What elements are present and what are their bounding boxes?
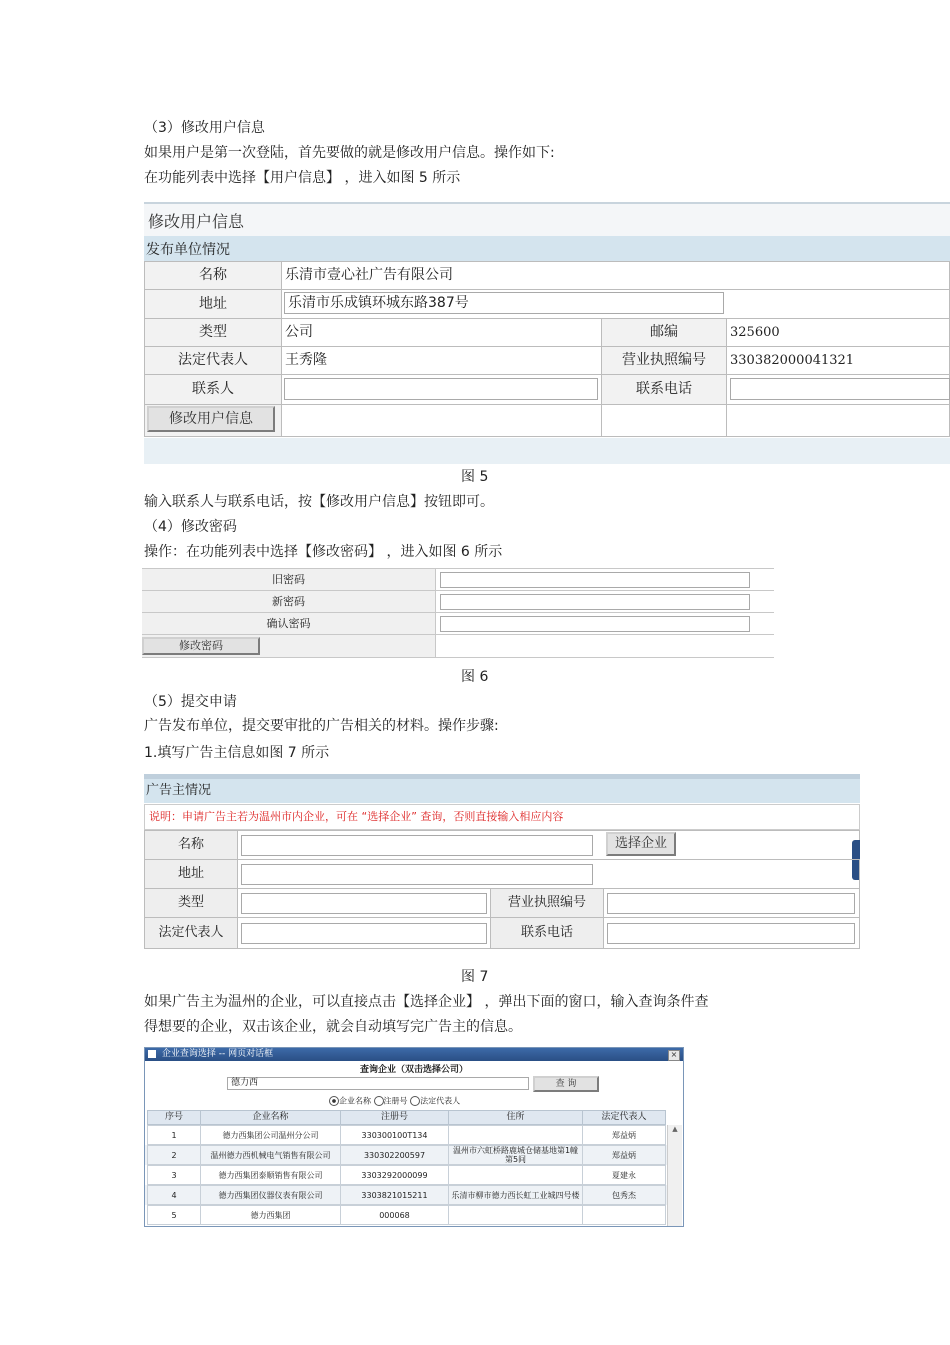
- row-reg: 3303821015211: [340, 1185, 449, 1205]
- old-password-input[interactable]: [440, 572, 750, 588]
- row-legal: 包秀杰: [582, 1185, 666, 1205]
- empty-cell-1: [281, 404, 602, 437]
- heading-submit-application: （5）提交申请: [144, 694, 237, 710]
- section-title: 发布单位情况: [146, 242, 230, 258]
- radio-name-icon[interactable]: [329, 1096, 339, 1106]
- figure-5-caption: 图 5: [461, 469, 489, 485]
- address-label: 地址: [144, 289, 282, 319]
- scroll-up-icon[interactable]: ▲: [672, 1125, 678, 1133]
- phone-input[interactable]: [730, 378, 950, 400]
- adv-license-label: 营业执照编号: [490, 888, 604, 918]
- row-index: 3: [147, 1165, 201, 1185]
- figure-7-advertiser-form: [144, 774, 860, 954]
- modify-user-info-button[interactable]: 修改用户信息: [147, 406, 275, 432]
- radio-legal-icon[interactable]: [410, 1096, 420, 1106]
- radio-name-label: 企业名称: [339, 1096, 371, 1106]
- postcode-value: 325600: [726, 318, 950, 347]
- license-value: 330382000041321: [726, 346, 950, 375]
- advertiser-note: 说明：申请广告主若为温州市内企业，可在 “选择企业” 查询，否则直接输入相应内容: [144, 804, 860, 830]
- adv-name-input[interactable]: [241, 835, 593, 856]
- password-button-row: [142, 634, 774, 658]
- adv-address-input[interactable]: [241, 864, 593, 885]
- row-reg: 000068: [340, 1205, 449, 1225]
- legal-rep-value: 王秀隆: [281, 346, 602, 375]
- row-company: 德力西集团仪器仪表有限公司: [200, 1185, 341, 1205]
- modify-password-button[interactable]: 修改密码: [142, 637, 260, 655]
- confirm-password-label: 确认密码: [142, 613, 436, 635]
- contact-label: 联系人: [144, 374, 282, 405]
- row-company: 德力西集团: [200, 1205, 341, 1225]
- col-header-index: 序号: [147, 1110, 201, 1125]
- form-title-bar: [144, 202, 950, 238]
- radio-legal-label: 法定代表人: [420, 1096, 461, 1106]
- confirm-password-row: [142, 612, 774, 635]
- row-address: 温州市六虹桥路鹿城仓储基地第1幢第5间: [448, 1145, 583, 1165]
- row-legal: 夏建永: [582, 1165, 666, 1185]
- paragraph-double-click: 得想要的企业，双击该企业，就会自动填写完广告主的信息。: [144, 1019, 522, 1035]
- col-header-name: 企业名称: [200, 1110, 341, 1125]
- new-password-row: [142, 590, 774, 613]
- paragraph-select-enterprise: 如果广告主为温州的企业，可以直接点击【选择企业】 ，弹出下面的窗口，输入查询条件查: [144, 994, 709, 1010]
- row-address: 乐清市柳市德力西长虹工业城四号楼: [448, 1185, 583, 1205]
- row-index: 5: [147, 1205, 201, 1225]
- adv-type-input[interactable]: [241, 893, 487, 914]
- phone-label: 联系电话: [601, 374, 727, 405]
- paragraph-select-password: 操作：在功能列表中选择【修改密码】 ，进入如图 6 所示: [144, 544, 503, 560]
- select-enterprise-button[interactable]: 选择企业: [606, 832, 676, 856]
- figure-6-caption: 图 6: [461, 669, 489, 685]
- row-legal: 郑益炳: [582, 1125, 666, 1145]
- heading-modify-user: （3）修改用户信息: [144, 120, 265, 136]
- name-label: 名称: [144, 261, 282, 290]
- adv-phone-input[interactable]: [607, 923, 855, 944]
- adv-address-label: 地址: [144, 859, 238, 889]
- type-value: 公司: [281, 318, 602, 347]
- address-input[interactable]: 乐清市乐成镇环城东路387号: [284, 292, 724, 314]
- paragraph-first-login: 如果用户是第一次登陆，首先要做的就是修改用户信息。操作如下:: [144, 145, 555, 161]
- paragraph-select-user-info: 在功能列表中选择【用户信息】 ，进入如图 5 所示: [144, 170, 461, 186]
- table-row[interactable]: [145, 1145, 667, 1165]
- contact-input[interactable]: [284, 378, 598, 400]
- col-header-legal: 法定代表人: [582, 1110, 666, 1125]
- row-company: 德力西集团公司温州分公司: [200, 1125, 341, 1145]
- confirm-password-input[interactable]: [440, 616, 750, 632]
- form-title: 修改用户信息: [148, 212, 245, 231]
- figure-5-modify-user-form: [144, 202, 950, 464]
- new-password-label: 新密码: [142, 591, 436, 613]
- radio-reg-icon[interactable]: [374, 1096, 384, 1106]
- row-index: 1: [147, 1125, 201, 1145]
- dialog-title-bar: [145, 1048, 683, 1061]
- radio-reg-label: 注册号: [383, 1096, 408, 1106]
- row-company: 温州德力西机械电气销售有限公司: [200, 1145, 341, 1165]
- adv-name-label: 名称: [144, 830, 238, 860]
- table-scrollbar[interactable]: [667, 1125, 682, 1227]
- row-reg: 330302200597: [340, 1145, 449, 1165]
- old-password-row: [142, 568, 774, 591]
- col-header-address: 住所: [448, 1110, 583, 1125]
- legal-rep-label: 法定代表人: [144, 346, 282, 375]
- row-legal: 郑益炳: [582, 1145, 666, 1165]
- empty-cell-3: [726, 404, 950, 437]
- window-icon: [148, 1050, 156, 1058]
- adv-legal-label: 法定代表人: [144, 917, 238, 949]
- name-value: 乐清市壹心社广告有限公司: [281, 261, 950, 290]
- row-index: 4: [147, 1185, 201, 1205]
- advertiser-section-title: 广告主情况: [144, 779, 860, 803]
- paragraph-fill-advertiser: 1.填写广告主信息如图 7 所示: [144, 745, 330, 761]
- postcode-label: 邮编: [601, 318, 727, 347]
- figure-8-enterprise-dialog: [144, 1047, 684, 1227]
- table-row[interactable]: [145, 1165, 667, 1185]
- paragraph-submit-materials: 广告发布单位，提交要审批的广告相关的材料。操作步骤:: [144, 718, 499, 734]
- adv-type-label: 类型: [144, 888, 238, 918]
- row-address: [448, 1205, 583, 1225]
- figure-7-caption: 图 7: [461, 969, 489, 985]
- adv-legal-input[interactable]: [241, 923, 487, 944]
- form-footer-bar: [144, 438, 950, 464]
- type-label: 类型: [144, 318, 282, 347]
- dialog-title: 企业查询选择 -- 网页对话框: [161, 1049, 274, 1059]
- row-address: [448, 1125, 583, 1145]
- enterprise-search-input[interactable]: 德力西: [227, 1077, 529, 1090]
- paragraph-enter-contact: 输入联系人与联系电话，按【修改用户信息】按钮即可。: [144, 494, 494, 510]
- new-password-input[interactable]: [440, 594, 750, 610]
- row-address: [448, 1165, 583, 1185]
- close-icon[interactable]: ×: [668, 1050, 680, 1061]
- col-header-reg: 注册号: [340, 1110, 449, 1125]
- old-password-label: 旧密码: [142, 569, 436, 591]
- license-label: 营业执照编号: [601, 346, 727, 375]
- heading-modify-password: （4）修改密码: [144, 519, 237, 535]
- row-company: 德力西集团泰顺销售有限公司: [200, 1165, 341, 1185]
- row-reg: 3303292000099: [340, 1165, 449, 1185]
- row-reg: 330300100T134: [340, 1125, 449, 1145]
- enterprise-search-button[interactable]: 查 询: [533, 1076, 599, 1092]
- section-bar: [144, 236, 950, 261]
- row-index: 2: [147, 1145, 201, 1165]
- adv-phone-label: 联系电话: [490, 917, 604, 949]
- table-row[interactable]: [145, 1185, 667, 1205]
- figure-6-password-form: [142, 568, 774, 660]
- row-legal: [582, 1205, 666, 1225]
- empty-cell-2: [601, 404, 727, 437]
- adv-license-input[interactable]: [607, 893, 855, 914]
- table-row[interactable]: [145, 1205, 667, 1225]
- search-type-radios: [329, 1096, 460, 1107]
- dialog-heading: 查询企业（双击选择公司）: [359, 1065, 468, 1075]
- table-row[interactable]: [145, 1125, 667, 1145]
